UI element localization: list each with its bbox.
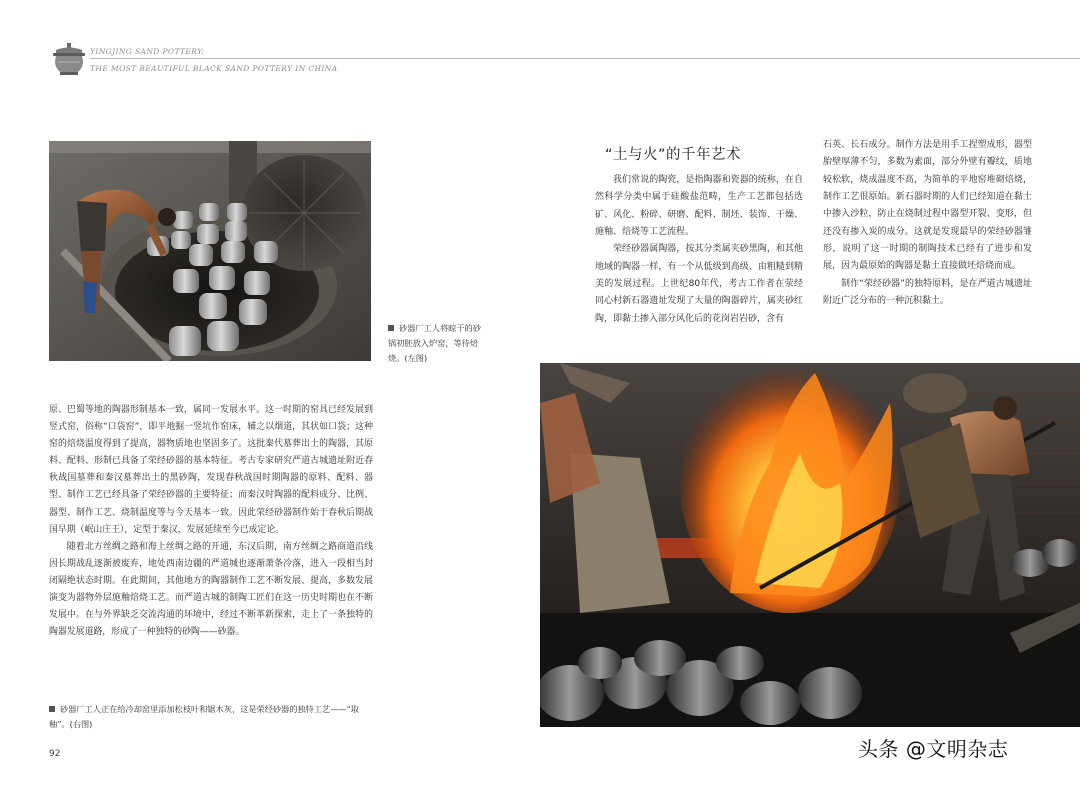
watermark: 头条 @文明杂志 [858, 737, 1009, 761]
caption-left [388, 321, 488, 366]
worker-loading-kiln-photo [49, 141, 371, 361]
caption-right [49, 702, 379, 732]
caption-marker [49, 706, 55, 712]
header-title-line2: THE MOST BEAUTIFUL BLACK SAND POTTERY IN CHINA [90, 64, 338, 73]
workers-at-fire-photo [540, 363, 1080, 727]
paragraph: 石英、长石成分。制作方法是用手工捏塑成形，器型胎壁厚薄不匀，多数为素面，部分外壁有瓣纹，质地较松软，烧成温度不高，为简单的平地窑堆砌焙烧，制作工艺很原始。新石器时期的人们已经知道在黏土中掺入沙粒，防止在烧制过程中器型开裂、变形，但还没有掺入炭的成分。这就是发现最早的荣经砂器雏形，说明了这一时期的制陶技术已经有了进步和发展，因为最原始的陶器是黏土直接做坯焙烧而成。 [823, 140, 1032, 272]
header-rule [90, 58, 1080, 59]
paragraph: 制作“荣经砂器”的独特原料，是在严道古城遗址附近广泛分布的一种沉积黏土。 [823, 278, 1032, 307]
page-number: 92 [49, 749, 61, 759]
paragraph: 随着北方丝绸之路和海上丝绸之路的开通，东汉后期，南方丝绸之路商道沿线因长期战乱逐渐被废弃，地处西南边疆的严道城也逐渐萧条冷落，进入一段相当封闭隔绝状态时期。在此期间，其他地方的陶器制作工艺不断发展、提高，多数发展演变为器物外层施釉焙烧工艺。而严道古城的制陶工匠们在这一历史时期也在不断发展中。在与外界缺乏交流沟通的环境中，经过不断革新探索，走上了一条独特的陶器发展道路，形成了一种独特的砂陶——砂器。 [49, 541, 373, 638]
paragraph: 原、巴蜀等地的陶器形制基本一致，属同一发展水平。这一时期的窑具已经发展到竖式窑，俗称“口袋窑”，即平地掘一竖坑作窑床，辅之以烟道，其状如口袋；这种窑的焙烧温度得到了提高，器物质地也坚固多了。这批秦代墓葬出土的陶器，其原料、配料、形制已具备了荣经砂器的基本特征。考古专家研究严道古城遗址附近春秋战国墓葬和秦汉墓葬出土的黑砂陶，发现春秋战国时期陶器的原料、配料、器型、制作工艺已经具备了荣经砂器的主要特征；而秦汉时陶器的配料成分、比例、器型、制作工艺、烧制温度等与今天基本一致。因此荣经砂器制作始于春秋后期战国早期（岷山庄王），定型于秦汉，发展延续至今已成定论。 [49, 405, 373, 535]
article-column-a [595, 172, 803, 328]
caption-marker [388, 325, 394, 331]
article-column-c [49, 402, 373, 641]
article-title: “土与火”的千年艺术 [605, 147, 742, 163]
paragraph: 荣经砂器属陶器，按其分类属夹砂黑陶，和其他地域的陶器一样，有一个从低级到高级、由粗糙到精美的发展过程。上世纪80年代，考古工作者在荥经同心村新石器遗址发现了大量的陶器碎片，属夹砂红陶，即黏土掺入部分风化后的花岗岩岩砂，含有 [595, 244, 803, 324]
article-column-b [823, 137, 1032, 310]
paragraph: 我们常说的陶瓷，是指陶器和瓷器的统称，在自然科学分类中属于硅酸盐范畴，生产工艺都包括选矿、风化、粉碎、研磨、配料、制坯、装饰、干燥、施釉、焙烧等工艺流程。 [595, 175, 803, 238]
header-title-line1: YINGJING SAND POTTERY: [90, 47, 205, 56]
caption-right-text: 砂器厂工人正在给冷却窑里添加松枝叶和锯木灰，这是荣经砂器的独特工艺——“取釉”。(右图) [49, 704, 359, 729]
clay-pot-icon [49, 42, 89, 76]
caption-left-text: 砂器厂工人将晾干的砂锅初胚放入炉窑，等待焙烧。(左图) [388, 323, 481, 363]
